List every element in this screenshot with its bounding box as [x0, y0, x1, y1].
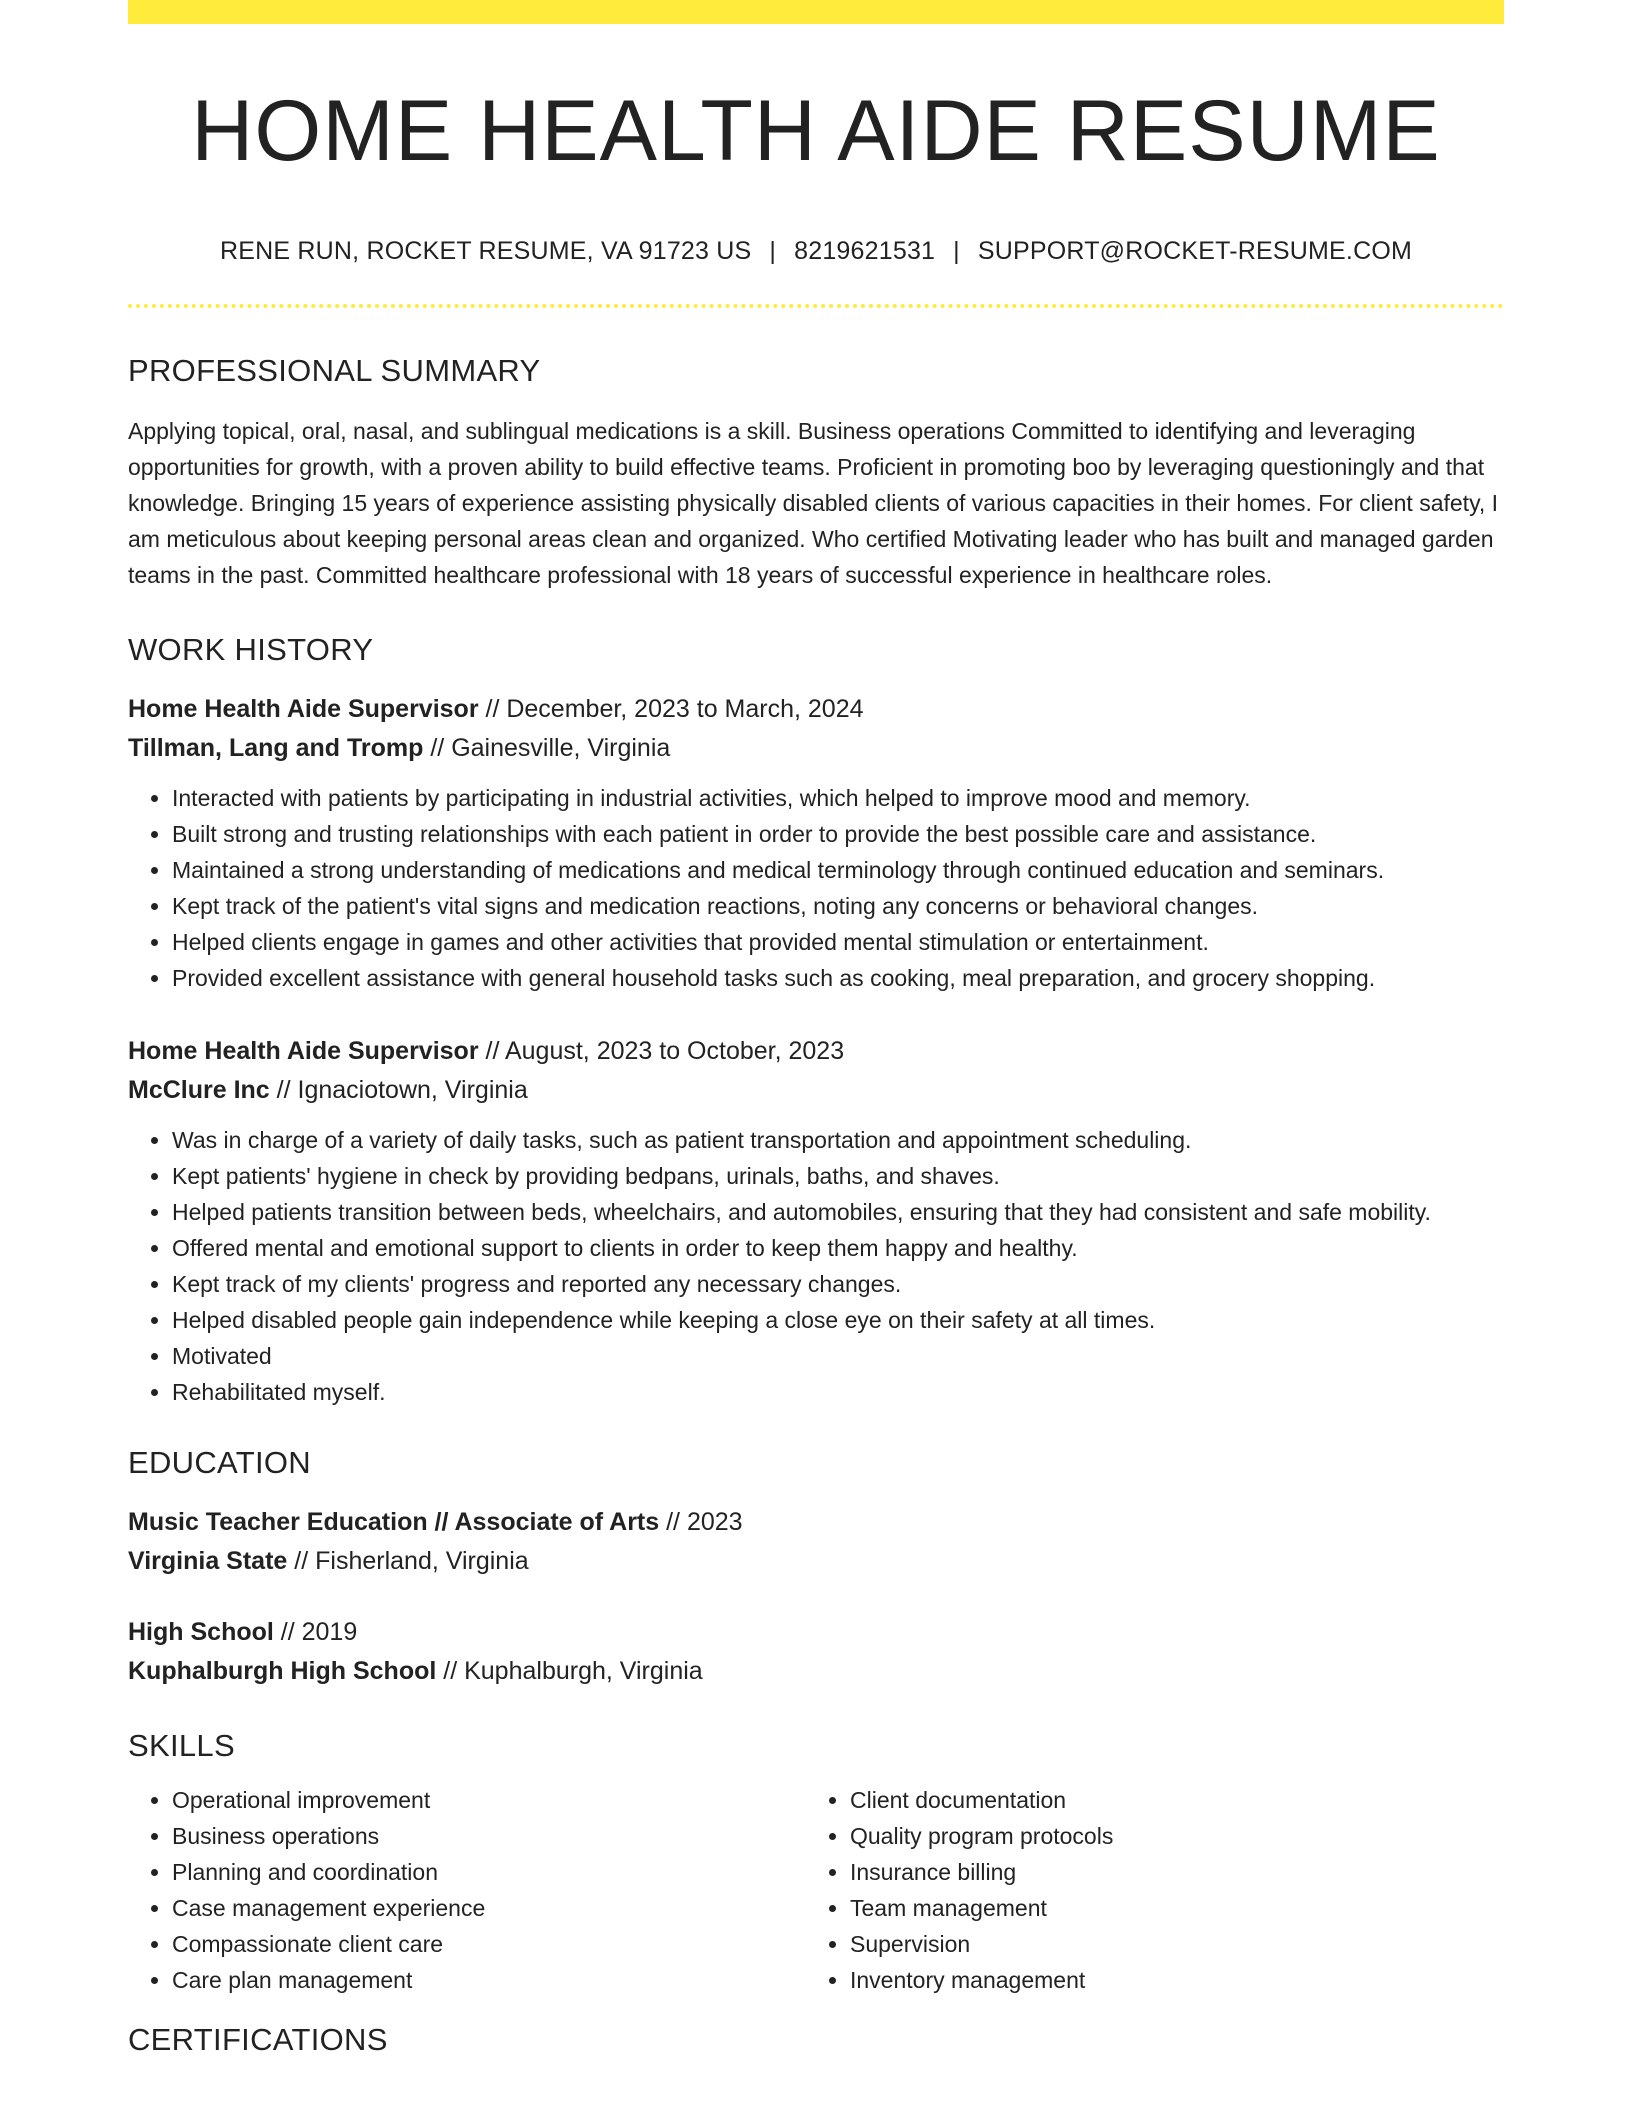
education-degree: Music Teacher Education // Associate of Arts — [128, 1508, 660, 1537]
list-item: • Helped clients engage in games and other activities that provided mental stimulation or entertainment. — [172, 924, 1504, 960]
list-item: • Offered mental and emotional support to clients in order to keep them happy and healthy. — [172, 1230, 1504, 1266]
job-entry — [128, 1032, 1504, 1410]
list-item: • Provided excellent assistance with general household tasks such as cooking, meal preparation, and grocery shopping. — [172, 960, 1504, 996]
list-item: • Motivated — [172, 1338, 1504, 1374]
education-degree-line — [128, 1613, 1504, 1652]
list-item: • Helped disabled people gain independence while keeping a close eye on their safety at all times. — [172, 1302, 1504, 1338]
list-item: • Care plan management — [172, 1962, 806, 1998]
resume-title: HOME HEALTH AIDE RESUME — [191, 83, 1441, 179]
contact-separator: | — [769, 236, 777, 265]
education-location: // Fisherland, Virginia — [294, 1547, 529, 1576]
education-entry — [128, 1503, 1504, 1581]
skills-column-left — [128, 1782, 806, 1998]
work-history-heading: WORK HISTORY — [128, 631, 374, 667]
list-item: • Compassionate client care — [172, 1926, 806, 1962]
contact-phone: 8219621531 — [794, 236, 936, 265]
list-item: • Case management experience — [172, 1890, 806, 1926]
education-heading: EDUCATION — [128, 1444, 311, 1480]
education-location: // Kuphalburgh, Virginia — [443, 1657, 703, 1686]
accent-bar — [128, 0, 1504, 24]
list-item: • Maintained a strong understanding of medications and medical terminology through continued education and seminars. — [172, 852, 1504, 888]
job-company: McClure Inc — [128, 1075, 270, 1104]
dotted-divider — [128, 304, 1504, 308]
education-year: // 2019 — [280, 1618, 358, 1647]
certifications-heading: CERTIFICATIONS — [128, 2022, 388, 2058]
job-company-line — [128, 729, 1504, 768]
skills-heading: SKILLS — [128, 1728, 235, 1764]
skills-list — [128, 1782, 1504, 1998]
education-degree: High School — [128, 1618, 274, 1647]
list-item: • Kept track of the patient's vital signs and medication reactions, noting any concerns or behavioral changes. — [172, 888, 1504, 924]
contact-separator: | — [953, 236, 960, 265]
contact-email: SUPPORT@ROCKET-RESUME.COM — [977, 236, 1413, 265]
list-item: • Built strong and trusting relationships with each patient in order to provide the best possible care and assistance. — [172, 816, 1504, 852]
list-item: • Team management — [850, 1890, 1484, 1926]
resume-page — [128, 0, 1504, 2058]
list-item: • Helped patients transition between beds, wheelchairs, and automobiles, ensuring that they had consistent and safe mobility. — [172, 1194, 1504, 1230]
education-school: Virginia State — [128, 1547, 288, 1576]
list-item: • Inventory management — [850, 1962, 1484, 1998]
list-item: • Planning and coordination — [172, 1854, 806, 1890]
education-school-line — [128, 1652, 1504, 1691]
job-title: Home Health Aide Supervisor — [128, 1036, 479, 1065]
job-title-line — [128, 690, 1504, 729]
job-location: // Ignaciotown, Virginia — [276, 1075, 528, 1104]
list-item: • Kept track of my clients' progress and reported any necessary changes. — [172, 1266, 1504, 1302]
education-school-line — [128, 1542, 1504, 1581]
list-item: • Kept patients' hygiene in check by providing bedpans, urinals, baths, and shaves. — [172, 1158, 1504, 1194]
education-school: Kuphalburgh High School — [128, 1657, 437, 1686]
job-bullets — [128, 1122, 1504, 1410]
list-item: • Insurance billing — [850, 1854, 1484, 1890]
education-entry — [128, 1613, 1504, 1691]
education-degree-line — [128, 1503, 1504, 1542]
job-bullets — [128, 780, 1504, 996]
summary-text: Applying topical, oral, nasal, and sublingual medications is a skill. Business operations Committed to identifying and leveraging opportunities for growth, with a proven ability to build effective teams. Proficient in promoting boo by leveraging questioningly and that knowledge. Bringing 15 years of experience assisting physically disabled clients of various capacities in their homes. For client safety, I am meticulous about keeping personal areas clean and organized. Who certified Motivating leader who has built and managed garden teams in the past. Committed healthcare professional with 18 years of successful experience in healthcare roles. — [128, 417, 1499, 588]
list-item: • Operational improvement — [172, 1782, 806, 1818]
job-title-line — [128, 1032, 1504, 1071]
job-company-line — [128, 1071, 1504, 1110]
education-year: // 2023 — [666, 1508, 743, 1537]
skills-column-right — [806, 1782, 1484, 1998]
job-dates: // August, 2023 to October, 2023 — [485, 1036, 845, 1065]
contact-address: RENE RUN, ROCKET RESUME, VA 91723 US — [219, 236, 752, 265]
job-title: Home Health Aide Supervisor — [128, 694, 479, 723]
summary-heading: PROFESSIONAL SUMMARY — [128, 352, 541, 388]
list-item: • Was in charge of a variety of daily tasks, such as patient transportation and appointment scheduling. — [172, 1122, 1504, 1158]
list-item: • Business operations — [172, 1818, 806, 1854]
contact-line — [128, 237, 1504, 266]
list-item: • Rehabilitated myself. — [172, 1374, 1504, 1410]
list-item: • Quality program protocols — [850, 1818, 1484, 1854]
job-company: Tillman, Lang and Tromp — [128, 733, 424, 762]
job-entry — [128, 690, 1504, 996]
list-item: • Interacted with patients by participating in industrial activities, which helped to improve mood and memory. — [172, 780, 1504, 816]
list-item: • Supervision — [850, 1926, 1484, 1962]
job-dates: // December, 2023 to March, 2024 — [485, 694, 864, 723]
job-location: // Gainesville, Virginia — [430, 733, 671, 762]
list-item: • Client documentation — [850, 1782, 1484, 1818]
